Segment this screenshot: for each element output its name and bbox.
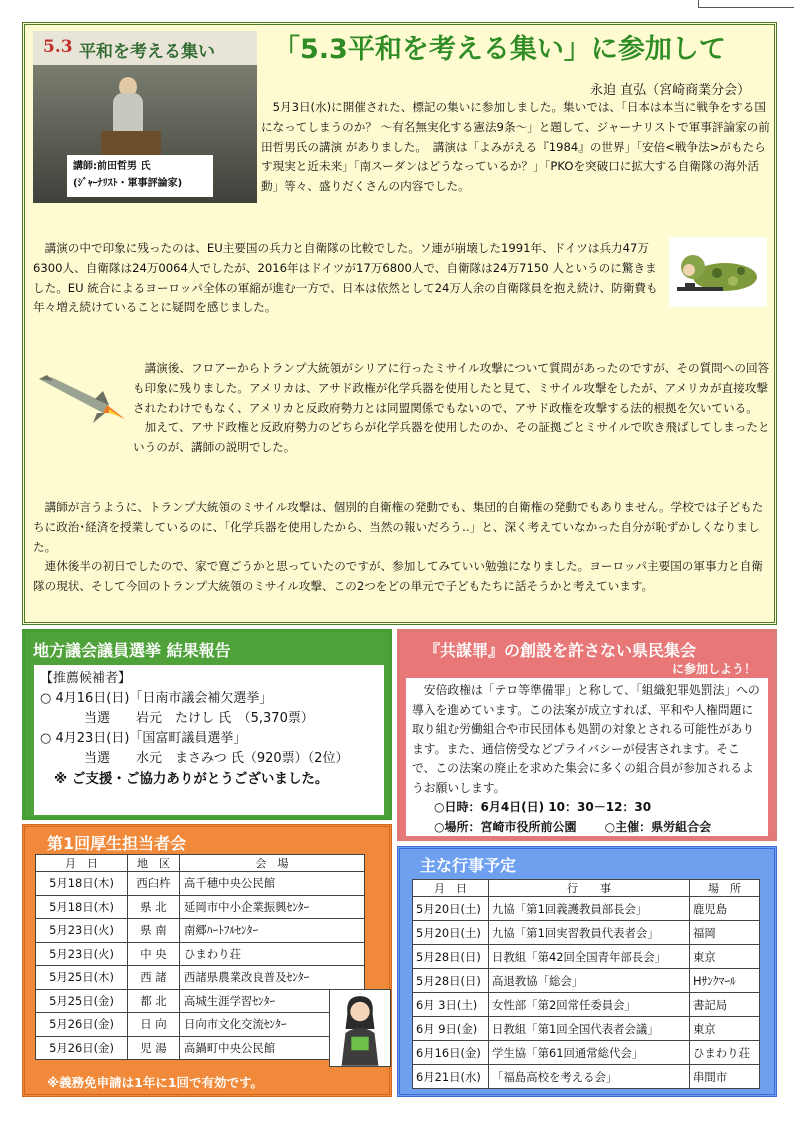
photo-caption-name: 講師:前田哲男 氏 xyxy=(73,161,151,172)
table-cell: 県 南 xyxy=(128,919,180,943)
table-row xyxy=(413,1041,760,1065)
column-header: 地 区 xyxy=(128,855,180,872)
page-tab xyxy=(698,0,794,8)
table-cell: 5月28日(日) xyxy=(413,969,489,993)
table-row xyxy=(36,966,365,990)
column-header: 行 事 xyxy=(489,880,690,897)
table-cell: 5月18日(木) xyxy=(36,895,128,919)
table-cell: 5月28日(日) xyxy=(413,945,489,969)
conspiracy-subheading: に参加しよう！ xyxy=(672,662,757,676)
table-cell: 日教組「第1回全国代表者会議」 xyxy=(489,1017,690,1041)
schedule-heading: 主な行事予定 xyxy=(420,856,517,875)
lecture-photo xyxy=(33,31,257,203)
table-cell: 高退教協「総会」 xyxy=(489,969,690,993)
table-cell: 学生協「第61回通常総代会」 xyxy=(489,1041,690,1065)
election-item-1-title: ○ 4月16日(日)「日南市議会補欠選挙」 xyxy=(40,691,273,706)
column-header: 会 場 xyxy=(180,855,365,872)
schedule-table xyxy=(412,879,760,1089)
table-cell: 県 北 xyxy=(128,895,180,919)
photo-banner-text: 平和を考える集い xyxy=(79,42,215,62)
conspiracy-place: ○場所：宮崎市役所前公園 xyxy=(434,819,577,834)
event-schedule-box xyxy=(397,846,777,1097)
table-cell: 西諸県農業改良普及ｾﾝﾀｰ xyxy=(180,966,365,990)
table-cell: 5月20日(土) xyxy=(413,921,489,945)
table-cell: 延岡市中小企業振興ｾﾝﾀｰ xyxy=(180,895,365,919)
election-results-box xyxy=(22,629,392,820)
table-cell: 5月25日(木) xyxy=(36,966,128,990)
table-row xyxy=(36,989,365,1013)
conspiracy-place-line xyxy=(412,818,762,838)
article-section-3 xyxy=(133,359,773,458)
table-cell: 東京 xyxy=(690,1017,760,1041)
photo-caption-role: (ｼﾞｬｰﾅﾘｽﾄ・軍事評論家) xyxy=(73,178,183,189)
conspiracy-body: 安倍政権は「テロ等準備罪」と称して、「組織犯罪処罰法」への導入を進めています。この法案が成立すれば、平和や人権問題に取り組む労働組合や市民団体も処罰の対象とされる可能性があります。また、通信傍受などプライバシーが侵害されます。そこで、この法案の廃止を求めた集会に多くの組合員が参加されるようお願いします。 xyxy=(412,683,760,795)
table-row xyxy=(36,919,365,943)
article-paragraph-3a: 講演後、フロアーからトランプ大統領がシリアに行ったミサイル攻撃について質問があったのですが、その質問への回答も印象に残りました。アメリカは、アサド政権が化学兵器を使用したと見て、ミサイル攻撃をしたが、アメリカが直接攻撃されたわけでもなく、アメリカと反政府勢力とは同盟関係でもないので、アサド政権を攻撃する法的根拠を欠いている。 xyxy=(133,361,770,415)
table-cell: 5月23日(火) xyxy=(36,919,128,943)
table-cell: 5月23日(火) xyxy=(36,942,128,966)
table-cell: 中 央 xyxy=(128,942,180,966)
article-paragraph-2: 講演の中で印象に残ったのは、EU主要国の兵力と自衛隊の比較でした。ソ連が崩壊した1991年、ドイツは兵力47万6300人、自衛隊は24万0064人でしたが、2016年はドイツが17万6800人で、自衛隊は24万7150 人というのに驚きました。EU 統合によるヨーロッパ全体の軍縮が進む一方で、日本は依然として24万人余の自衛隊員を抱え続け、防衛費も年々増え続けていることに疑問を感じました。 xyxy=(33,241,658,315)
table-cell: 九協「第1回実習教員代表者会」 xyxy=(489,921,690,945)
table-row xyxy=(413,945,760,969)
welfare-table xyxy=(35,854,365,1060)
conspiracy-heading: 『共謀罪』の創設を許さない県民集会 xyxy=(424,641,697,660)
column-header: 場 所 xyxy=(690,880,760,897)
article-paragraph-4b: 連休後半の初日でしたので、家で寛ごうかと思っていたのですが、参加してみていい勉強になりました。ヨーロッパ主要国の軍事力と自衛隊の現状、そして今回のトランプ大統領のミサイル攻撃、この2つをどの単元で子どもたちに話そうかと考えています。 xyxy=(33,559,763,594)
conspiracy-organizer: ○主催：県労組合会 xyxy=(604,819,712,834)
table-cell: 「福島高校を考える会」 xyxy=(489,1065,690,1089)
election-thanks: ※ ご支援・ご協力ありがとうございました。 xyxy=(54,771,329,787)
table-row xyxy=(36,895,365,919)
welfare-note: ※義務免申請は1年に1回で有効です。 xyxy=(47,1075,264,1090)
table-cell: 6月 9日(金) xyxy=(413,1017,489,1041)
table-cell: 6月21日(水) xyxy=(413,1065,489,1089)
conspiracy-content xyxy=(406,678,768,836)
table-cell: 高城生涯学習ｾﾝﾀｰ xyxy=(180,989,365,1013)
table-cell: 6月16日(金) xyxy=(413,1041,489,1065)
table-cell: 西臼杵 xyxy=(128,872,180,896)
table-row xyxy=(413,1017,760,1041)
table-cell: 5月18日(木) xyxy=(36,872,128,896)
table-cell: 女性部「第2回常任委員会」 xyxy=(489,993,690,1017)
table-cell: 都 北 xyxy=(128,989,180,1013)
table-cell: 南郷ﾊｰﾄﾌﾙｾﾝﾀｰ xyxy=(180,919,365,943)
table-header-row xyxy=(413,880,760,897)
table-cell: Hｻﾝｸﾏｰﾙ xyxy=(690,969,760,993)
conspiracy-datetime: ○日時：6月4日(日) 10：30－12：30 xyxy=(434,800,652,814)
article-author: 永迫 直弘（宮崎商業分会） xyxy=(590,83,751,98)
table-cell: 西 諸 xyxy=(128,966,180,990)
table-cell: 6月 3日(土) xyxy=(413,993,489,1017)
table-cell: 高千穂中央公民館 xyxy=(180,872,365,896)
table-cell: 5月25日(金) xyxy=(36,989,128,1013)
article-peace-gathering xyxy=(22,22,777,625)
table-cell: 日教組「第42回全国青年部長会」 xyxy=(489,945,690,969)
soldier-illustration xyxy=(669,237,767,307)
article-paragraph-4a: 講師が言うように、トランプ大統領のミサイル攻撃は、個別的自衛権の発動でも、集団的自衛権の発動でもありません。学校では子どもたちに政治･経済を授業しているのに、「化学兵器を使用したから、当然の報いだろう‥」と、深く考えていなかった自分が恥ずかしくなりました。 xyxy=(33,500,764,554)
table-cell: 串間市 xyxy=(690,1065,760,1089)
table-header-row xyxy=(36,855,365,872)
article-paragraph-1: 5月3日(水)に開催された、標記の集いに参加しました。集いでは、「日本は本当に戦争をする国になってしまうのか？ 〜有名無実化する憲法9条〜」と題して、ジャーナリストで軍事評論家の前田哲男氏の講演 がありました。 講演は「よみがえる『1984』の世界」「安倍<戦争法>がもたらす現実と近未来」「南スーダンはどうなっているか？」「PKOを突破口に拡大する自衛隊の海外活動」等々、盛りだくさんの内容でした。 xyxy=(261,100,770,194)
table-cell: 高鍋町中央公民館 xyxy=(180,1036,365,1060)
table-row xyxy=(36,1013,365,1037)
welfare-meeting-box xyxy=(22,824,392,1097)
table-row xyxy=(36,872,365,896)
table-cell: 日向市文化交流ｾﾝﾀｰ xyxy=(180,1013,365,1037)
table-row xyxy=(413,993,760,1017)
photo-caption xyxy=(67,155,213,197)
table-row xyxy=(413,1065,760,1089)
table-cell: 5月26日(金) xyxy=(36,1036,128,1060)
welfare-heading: 第1回厚生担当者会 xyxy=(47,834,187,853)
table-row xyxy=(413,897,760,921)
table-row xyxy=(413,921,760,945)
table-cell: ひまわり荘 xyxy=(180,942,365,966)
table-cell: 日 向 xyxy=(128,1013,180,1037)
conspiracy-law-rally-box xyxy=(397,629,777,841)
table-row xyxy=(413,969,760,993)
article-title: 「5.3平和を考える集い」に参加して xyxy=(273,34,726,65)
table-cell: 九協「第1回義護教員部長会」 xyxy=(489,897,690,921)
office-worker-illustration xyxy=(329,989,391,1067)
election-item-2-result: 当選 水元 まさみつ 氏（920票）（2位） xyxy=(84,751,349,766)
table-cell: 書記局 xyxy=(690,993,760,1017)
table-cell: 鹿児島 xyxy=(690,897,760,921)
table-cell: 東京 xyxy=(690,945,760,969)
article-paragraph-3b: 加えて、アサド政権と反政府勢力のどちらが化学兵器を使用したのか、その証拠ごとミサイルで吹き飛ばしてしまったというのが、講師の説明でした。 xyxy=(133,420,770,455)
election-content xyxy=(34,665,384,815)
table-cell: ひまわり荘 xyxy=(690,1041,760,1065)
table-cell: 福岡 xyxy=(690,921,760,945)
table-row xyxy=(36,942,365,966)
table-cell: 5月20日(土) xyxy=(413,897,489,921)
election-item-1-result: 当選 岩元 たけし 氏 （5,370票） xyxy=(84,711,314,726)
election-item-2-title: ○ 4月23日(日)「国富町議員選挙」 xyxy=(40,731,247,746)
photo-banner-number: 5.3 xyxy=(43,37,73,57)
table-cell: 5月26日(金) xyxy=(36,1013,128,1037)
election-heading: 地方議会議員選挙 結果報告 xyxy=(33,641,231,660)
election-label: 【推薦候補者】 xyxy=(40,671,132,686)
table-row xyxy=(36,1036,365,1060)
article-section-4 xyxy=(33,498,773,597)
missile-illustration xyxy=(33,369,129,431)
table-cell: 児 湯 xyxy=(128,1036,180,1060)
column-header: 月 日 xyxy=(413,880,489,897)
column-header: 月 日 xyxy=(36,855,128,872)
